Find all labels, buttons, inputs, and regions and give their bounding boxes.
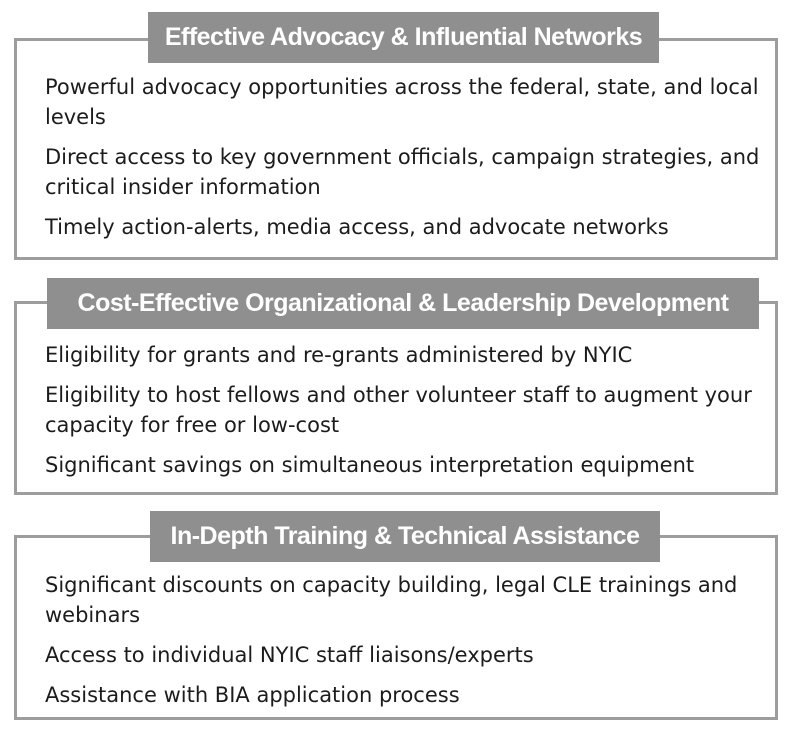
list-item: Significant discounts on capacity building, legal CLE trainings and webinars — [45, 573, 738, 627]
list-item: Eligibility for grants and re-grants administered by NYIC — [45, 343, 633, 367]
section-title: Effective Advocacy & Influential Networks — [148, 12, 659, 63]
list-item: Powerful advocacy opportunities across the federal, state, and local levels — [45, 75, 759, 129]
list-item: Timely action-alerts, media access, and advocate networks — [45, 215, 669, 239]
list-item: Eligibility to host fellows and other volunteer staff to augment your capacity for free or low-cost — [45, 383, 752, 437]
list-item: Assistance with BIA application process — [45, 683, 460, 707]
section-title: In-Depth Training & Technical Assistance — [150, 511, 660, 562]
list-item: Direct access to key government officials, campaign strategies, and critical insider information — [45, 145, 760, 199]
benefit-list — [45, 570, 770, 720]
list-item: Access to individual NYIC staff liaisons/experts — [45, 643, 534, 667]
benefit-list — [45, 340, 770, 490]
list-item: Significant savings on simultaneous interpretation equipment — [45, 453, 695, 477]
section-title: Cost-Effective Organizational & Leadership Development — [47, 278, 759, 329]
benefit-list — [45, 72, 770, 252]
